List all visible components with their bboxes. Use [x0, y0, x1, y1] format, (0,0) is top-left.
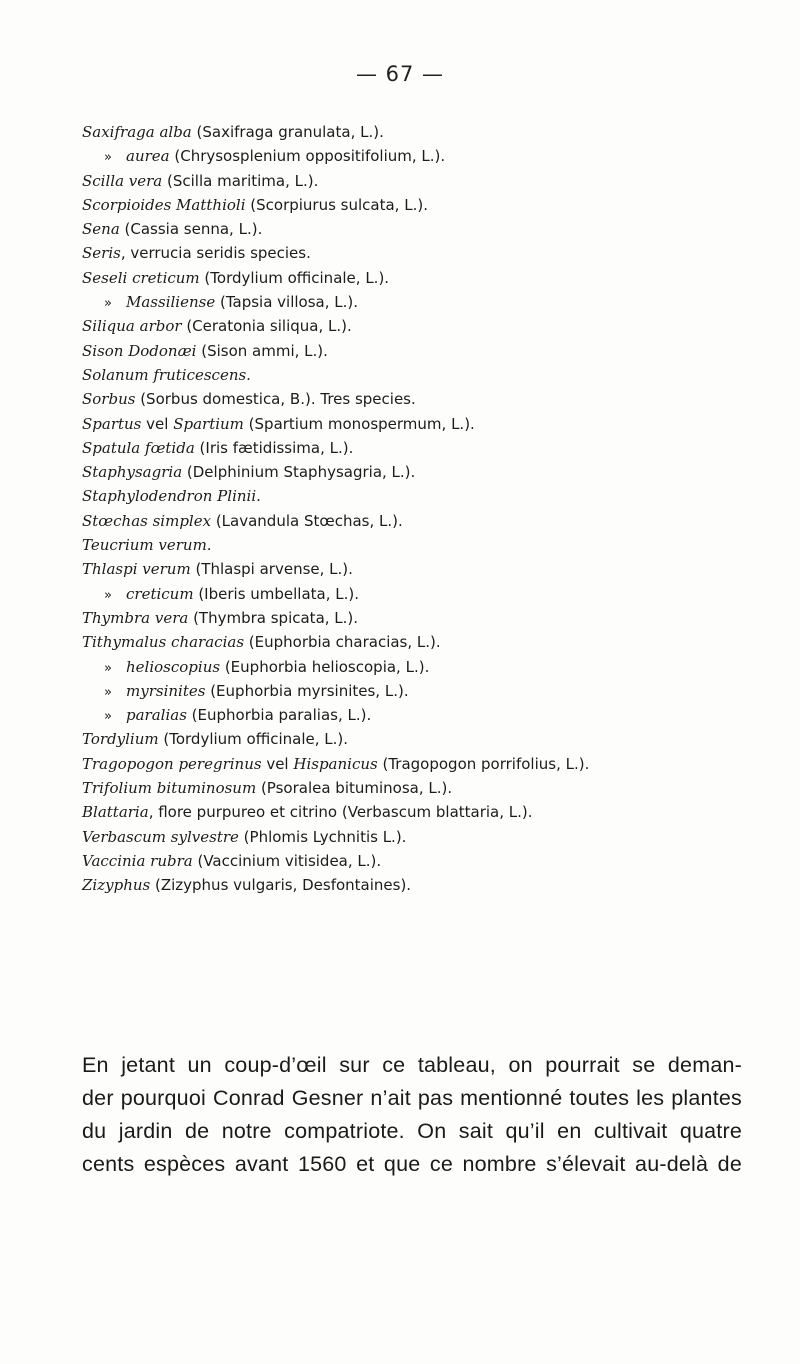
- plant-entry: [82, 120, 782, 144]
- plant-name: Spartus: [82, 414, 142, 433]
- plant-entry: [82, 776, 782, 800]
- plant-description-alt: (Spartium monospermum, L.).: [243, 414, 475, 433]
- plant-entry: [82, 266, 782, 290]
- plant-name: Scilla vera: [82, 171, 163, 190]
- plant-entry: [82, 169, 782, 193]
- plant-entry: [82, 655, 782, 679]
- plant-name: Staphysagria: [82, 463, 183, 482]
- plant-entry: [82, 484, 782, 508]
- plant-entry: [82, 412, 782, 436]
- plant-entry: [82, 533, 782, 557]
- plant-name: Verbascum sylvestre: [82, 827, 239, 846]
- plant-entry: [82, 509, 782, 533]
- plant-name: Thlaspi verum: [82, 560, 191, 579]
- plant-name: Sorbus: [82, 390, 136, 409]
- plant-entry: [82, 436, 782, 460]
- plant-name: Saxifraga alba: [82, 123, 192, 141]
- plant-name: paralias: [126, 706, 187, 725]
- plant-description: (Euphorbia helioscopia, L.).: [220, 657, 430, 676]
- plant-name: Trifolium bituminosum: [82, 779, 257, 798]
- plant-description: vel: [261, 754, 294, 773]
- plant-description: (Thymbra spicata, L.).: [188, 608, 359, 627]
- plant-entry: [82, 582, 782, 606]
- plant-name: Sena: [82, 220, 120, 239]
- plant-description: , verrucia seridis species.: [120, 244, 311, 263]
- plant-list: [82, 120, 782, 898]
- plant-entry: [82, 703, 782, 727]
- plant-entry: [82, 217, 782, 241]
- plant-description: (Psoralea bituminosa, L.).: [256, 779, 453, 798]
- body-paragraph: [82, 1049, 742, 1181]
- ditto-mark: »: [104, 296, 112, 312]
- plant-name: Massiliense: [126, 293, 216, 312]
- plant-name: Stœchas simplex: [82, 511, 212, 530]
- plant-entry: [82, 290, 782, 314]
- plant-entry: [82, 363, 782, 387]
- plant-entry: [82, 606, 782, 630]
- plant-description: (Iberis umbellata, L.).: [193, 584, 360, 603]
- plant-name: Seseli creticum: [82, 268, 200, 287]
- plant-description: (Euphorbia paralias, L.).: [186, 706, 372, 725]
- plant-description: (Saxifraga granulata, L.).: [191, 123, 384, 141]
- plant-entry: [82, 557, 782, 581]
- plant-description: (Thlaspi arvense, L.).: [190, 560, 353, 579]
- ditto-mark: »: [104, 660, 112, 676]
- plant-name: Blattaria: [82, 803, 149, 822]
- plant-entry: [82, 314, 782, 338]
- paragraph-line: du jardin de notre compatriote. On sait qu’il en cultivait quatre: [82, 1119, 742, 1143]
- paragraph-line: der pourquoi Conrad Gesner n’ait pas mentionné toutes les plantes: [82, 1086, 742, 1110]
- plant-description: (Scilla maritima, L.).: [162, 171, 319, 190]
- ditto-mark: »: [104, 587, 112, 603]
- plant-name: Tithymalus characias: [82, 633, 245, 652]
- paragraph-line: En jetant un coup-d’œil sur ce tableau, on pourrait se deman-: [82, 1053, 742, 1077]
- plant-name: Spatula fœtida: [82, 438, 195, 457]
- plant-name: Zizyphus: [82, 876, 151, 895]
- plant-description: (Cassia senna, L.).: [119, 220, 263, 239]
- plant-description: (Ceratonia siliqua, L.).: [181, 317, 352, 336]
- plant-name: aurea: [126, 147, 170, 166]
- ditto-mark: »: [104, 709, 112, 725]
- plant-description: (Zizyphus vulgaris, Desfontaines).: [150, 876, 412, 895]
- plant-name: Thymbra vera: [82, 608, 189, 627]
- plant-name: helioscopius: [126, 657, 221, 676]
- page-number: — 67 —: [355, 62, 445, 86]
- plant-entry: [82, 460, 782, 484]
- plant-description: (Euphorbia myrsinites, L.).: [205, 681, 409, 700]
- plant-entry: [82, 241, 782, 265]
- plant-entry: [82, 387, 782, 411]
- paragraph-line: cents espèces avant 1560 et que ce nombre s’élevait au-delà de: [82, 1152, 742, 1176]
- plant-entry: [82, 873, 782, 897]
- plant-description: (Lavandula Stœchas, L.).: [211, 511, 403, 530]
- plant-name: Seris: [82, 244, 121, 263]
- plant-description: (Phlomis Lychnitis L.).: [238, 827, 407, 846]
- plant-entry: [82, 727, 782, 751]
- plant-name: creticum: [126, 584, 194, 603]
- plant-description: (Sorbus domestica, B.). Tres species.: [135, 390, 416, 409]
- ditto-mark: »: [104, 684, 112, 700]
- ditto-mark: »: [104, 150, 112, 166]
- plant-name-alt: Hispanicus: [293, 754, 378, 773]
- plant-entry: [82, 679, 782, 703]
- plant-description: , flore purpureo et citrino (Verbascum blattaria, L.).: [148, 803, 533, 822]
- plant-description: (Iris fætidissima, L.).: [194, 438, 354, 457]
- plant-name: Scorpioides Matthioli: [82, 195, 246, 214]
- plant-description: (Euphorbia characias, L.).: [244, 633, 441, 652]
- plant-entry: [82, 144, 782, 168]
- plant-name: Solanum fruticescens.: [82, 365, 251, 384]
- plant-description: (Delphinium Staphysagria, L.).: [182, 463, 416, 482]
- plant-entry: [82, 849, 782, 873]
- plant-description: (Tordylium officinale, L.).: [158, 730, 349, 749]
- plant-entry: [82, 825, 782, 849]
- plant-name: Teucrium verum.: [82, 536, 212, 555]
- plant-description: (Chrysosplenium oppositifolium, L.).: [169, 147, 446, 166]
- plant-name: Staphylodendron Plinii.: [82, 487, 261, 506]
- plant-name-alt: Spartium: [173, 414, 244, 433]
- plant-entry: [82, 752, 782, 776]
- plant-entry: [82, 800, 782, 824]
- plant-entry: [82, 630, 782, 654]
- plant-name: Siliqua arbor: [82, 317, 182, 336]
- plant-description: (Tordylium officinale, L.).: [199, 268, 390, 287]
- plant-name: Tordylium: [82, 730, 159, 749]
- plant-name: Tragopogon peregrinus: [82, 754, 262, 773]
- plant-description: (Vaccinium vitisidea, L.).: [192, 851, 382, 870]
- plant-entry: [82, 339, 782, 363]
- plant-description: vel: [141, 414, 174, 433]
- plant-name: myrsinites: [126, 681, 206, 700]
- plant-entry: [82, 193, 782, 217]
- plant-description: (Scorpiurus sulcata, L.).: [245, 195, 428, 214]
- plant-description-alt: (Tragopogon porrifolius, L.).: [377, 754, 590, 773]
- plant-name: Sison Dodonæi: [82, 341, 197, 360]
- plant-description: (Sison ammi, L.).: [196, 341, 328, 360]
- plant-name: Vaccinia rubra: [82, 851, 193, 870]
- plant-description: (Tapsia villosa, L.).: [215, 293, 359, 312]
